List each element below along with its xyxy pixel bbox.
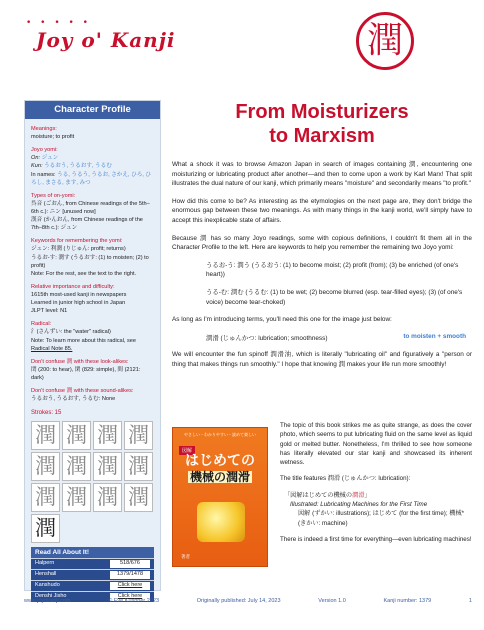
on-yomi-row: On: ジュン — [31, 155, 59, 162]
read-all-about-it-box — [31, 547, 154, 602]
frequency-row-3: JLPT level: N1 — [31, 308, 68, 315]
yomi-keyword-1: うるお-う: 潤う (うるおう: (1) to become moist; (2) profit (from); (3) be enriched (of one's heart)) — [206, 261, 459, 279]
sidebar-header: Character Profile — [25, 101, 160, 119]
book-commentary — [280, 421, 472, 544]
logo-text: Joy o' Kanji — [36, 28, 176, 52]
book-tagline: やさしい・わかりやすい・読めて楽しい — [184, 432, 256, 437]
featured-kanji: 潤 — [366, 20, 403, 61]
stroke-step: 潤 — [124, 452, 153, 481]
ref-row-kanshudo: Kanshudo Click here — [31, 580, 154, 591]
stroke-step: 潤 — [31, 483, 60, 512]
footer-site-link[interactable]: www.joyokanji.com — [24, 598, 71, 604]
paragraph: As long as I'm introducing terms, you'll need this one for the image just below: — [172, 316, 392, 324]
main-article — [172, 100, 472, 369]
radical-note-link[interactable]: Radical Note 85. — [31, 345, 73, 352]
paragraph: Because 潤 has so many Joyo readings, some with copious definitions, I couldn't fit them all in the Character Profile to the left. Here are keywords to help you remember the remaining two Joyo yomi: — [172, 234, 472, 252]
article-title: From Moisturizers to Marxism — [235, 101, 409, 147]
stroke-step: 潤 — [93, 452, 122, 481]
paragraph: We will encounter the fun spinoff 潤滑油, which is literally "lubricating oil" and figuratively a "person or thing that makes things run smoothly." I hope that knowing 潤 makes your life run more smoothly! — [172, 350, 472, 368]
ref-row-denshi-jisho: Denshi Jisho Click here — [31, 591, 154, 602]
look-alikes-label: Don't confuse 潤 with these look-alikes: — [31, 358, 129, 365]
keyword-note: Note: For the rest, see the text to the right. — [31, 270, 137, 277]
stroke-step: 潤 — [62, 452, 91, 481]
look-alikes-value: 閏 (200: to hear), 閑 (829: simple), 間 (2121: dark) — [31, 366, 141, 381]
ref-row-henshall: Henshall 1379/1478 — [31, 569, 154, 580]
ref-row-halpern: Halpern 518/676 — [31, 558, 154, 569]
stroke-step-final: 潤 — [31, 514, 60, 543]
radical-label: Radical: — [31, 321, 52, 328]
vocab-term: 潤滑 (じゅんかつ: lubrication; smoothness) — [206, 334, 328, 342]
footer-kanji-number: Kanji number: 1379 — [383, 598, 432, 604]
featured-kanji-badge — [356, 12, 414, 70]
stroke-step: 潤 — [62, 421, 91, 450]
character-profile-sidebar — [24, 100, 161, 600]
paragraph: What a shock it was to browse Amazon Japan in search of images containing 潤, encountering one moisturizing or lubricating product after another—and then to come upon a work by Karl Marx! That split illustrates the dual nature of our kanji, which primarily means "moisture" and secondarily means "to profit." — [172, 161, 472, 188]
frequency-row-2: Learned in junior high school in Japan — [31, 300, 126, 307]
book-title: はじめての 機械の潤滑 — [185, 453, 255, 484]
footer-copyright: © Eve Kushner 2023 — [108, 598, 160, 604]
vocab-entry — [206, 333, 466, 342]
paragraph: The title features 潤滑 (じゅんかつ: lubrication): — [280, 475, 411, 483]
denshi-jisho-link[interactable]: Click here — [110, 593, 150, 601]
keyword-row-2: うるお-す: 潤す (うるおす: (1) to moisten; (2) to profit) — [31, 254, 149, 269]
types-row-2: 漢音 (かんおん, from Chinese readings of the 7th–8th c.): ジュン — [31, 217, 143, 232]
keyword-row-1: ジュン: 利潤 (りじゅん: profit; returns) — [31, 246, 126, 253]
meanings-value: moisture; to profit — [31, 134, 75, 141]
joyo-yomi-label: Joyo yomi: — [31, 147, 58, 154]
frequency-label: Relative importance and difficulty: — [31, 283, 115, 290]
book-label: 図解 — [179, 446, 195, 455]
paragraph: There is indeed a first time for everything—even lubricating machines! — [280, 535, 472, 543]
stroke-step: 潤 — [93, 421, 122, 450]
title-translation: Illustrated: Lubricating Machines for the First Time — [290, 501, 428, 509]
joy-o-kanji-logo — [22, 16, 176, 52]
strokes-label: Strokes: 15 — [31, 410, 62, 417]
stroke-order-grid — [31, 421, 154, 543]
frequency-row-1: 1615th most-used kanji in newspapers — [31, 291, 127, 298]
types-label: Types of on-yomi: — [31, 192, 76, 199]
kanshudo-link[interactable]: Click here — [110, 582, 150, 590]
footer-published: Originally published: July 14, 2023 — [196, 598, 281, 604]
stroke-step: 潤 — [31, 452, 60, 481]
page-footer — [24, 598, 472, 604]
title-glossary: 図解 (ずかい: illustrations); はじめて (for the first time); 機械* (きかい: machine) — [298, 510, 465, 527]
logo-dots: • • • • • — [26, 18, 91, 28]
book-cover-image — [172, 427, 268, 567]
yomi-keyword-2: うる-む: 潤む (うるむ: (1) to be wet; (2) become blurred (esp. tear-filled eyes); (3) (of one's voice) become tear-choked) — [206, 289, 463, 306]
keywords-label: Keywords for remembering the yomi: — [31, 238, 123, 245]
book-title-quote: 「図解はじめての機械の潤滑」 Illustrated: Lubricating Machines for the First Time 図解 (ずかい: illustrations); はじめて (for the first time); 機械* (きかい: machine) — [280, 491, 472, 528]
book-cover-photo — [197, 502, 245, 542]
stroke-step: 潤 — [93, 483, 122, 512]
meanings-label: Meanings: — [31, 126, 57, 132]
radical-value: 氵(さんずい: the "water" radical) — [31, 329, 111, 336]
stroke-step: 潤 — [31, 421, 60, 450]
kun-yomi-row: Kun: うるおう, うるおす, うるむ — [31, 163, 112, 170]
footer-page-number: 1 — [468, 598, 472, 604]
sound-alikes-value: うるおう, うるおす, うるむ: None — [31, 396, 116, 403]
paragraph: How did this come to be? As interesting as the etymologies on the next page are, they don't bridge the enormous gap between these two meanings. As with many things in the kanji world, we'll simply have to accept this inexplicable state of affairs. — [172, 197, 472, 225]
names-yomi-row: In names: うる, うるう, うるお, さかえ, ひろ, ひろし, まさる, ます, みつ — [31, 171, 151, 186]
stroke-step: 潤 — [124, 483, 153, 512]
read-all-header: Read All About It! — [31, 547, 154, 558]
footer-version: Version 1.0 — [318, 598, 346, 604]
sound-alikes-label: Don't confuse 潤 with these sound-alikes: — [31, 388, 134, 395]
paragraph: The topic of this book strikes me as quite strange, as does the cover photo, which seems to put lubricating fluid on the same level as liquid gold or melted butter. Nonetheless, I'm thrilled to see how someone has literally elevated our star kanji and showcased its inherent wetness. — [280, 422, 472, 467]
vocab-keywords: to moisten + smooth — [403, 332, 466, 340]
stroke-step: 潤 — [124, 421, 153, 450]
stroke-step: 潤 — [62, 483, 91, 512]
radical-note: Note: To learn more about this radical, see Radical Note 85. — [31, 337, 136, 352]
types-row-1: 呉音 (ごおん, from Chinese readings of the 5th–6th c.): ニン [unused now] — [31, 200, 150, 215]
book-author: 著者 — [181, 555, 190, 560]
